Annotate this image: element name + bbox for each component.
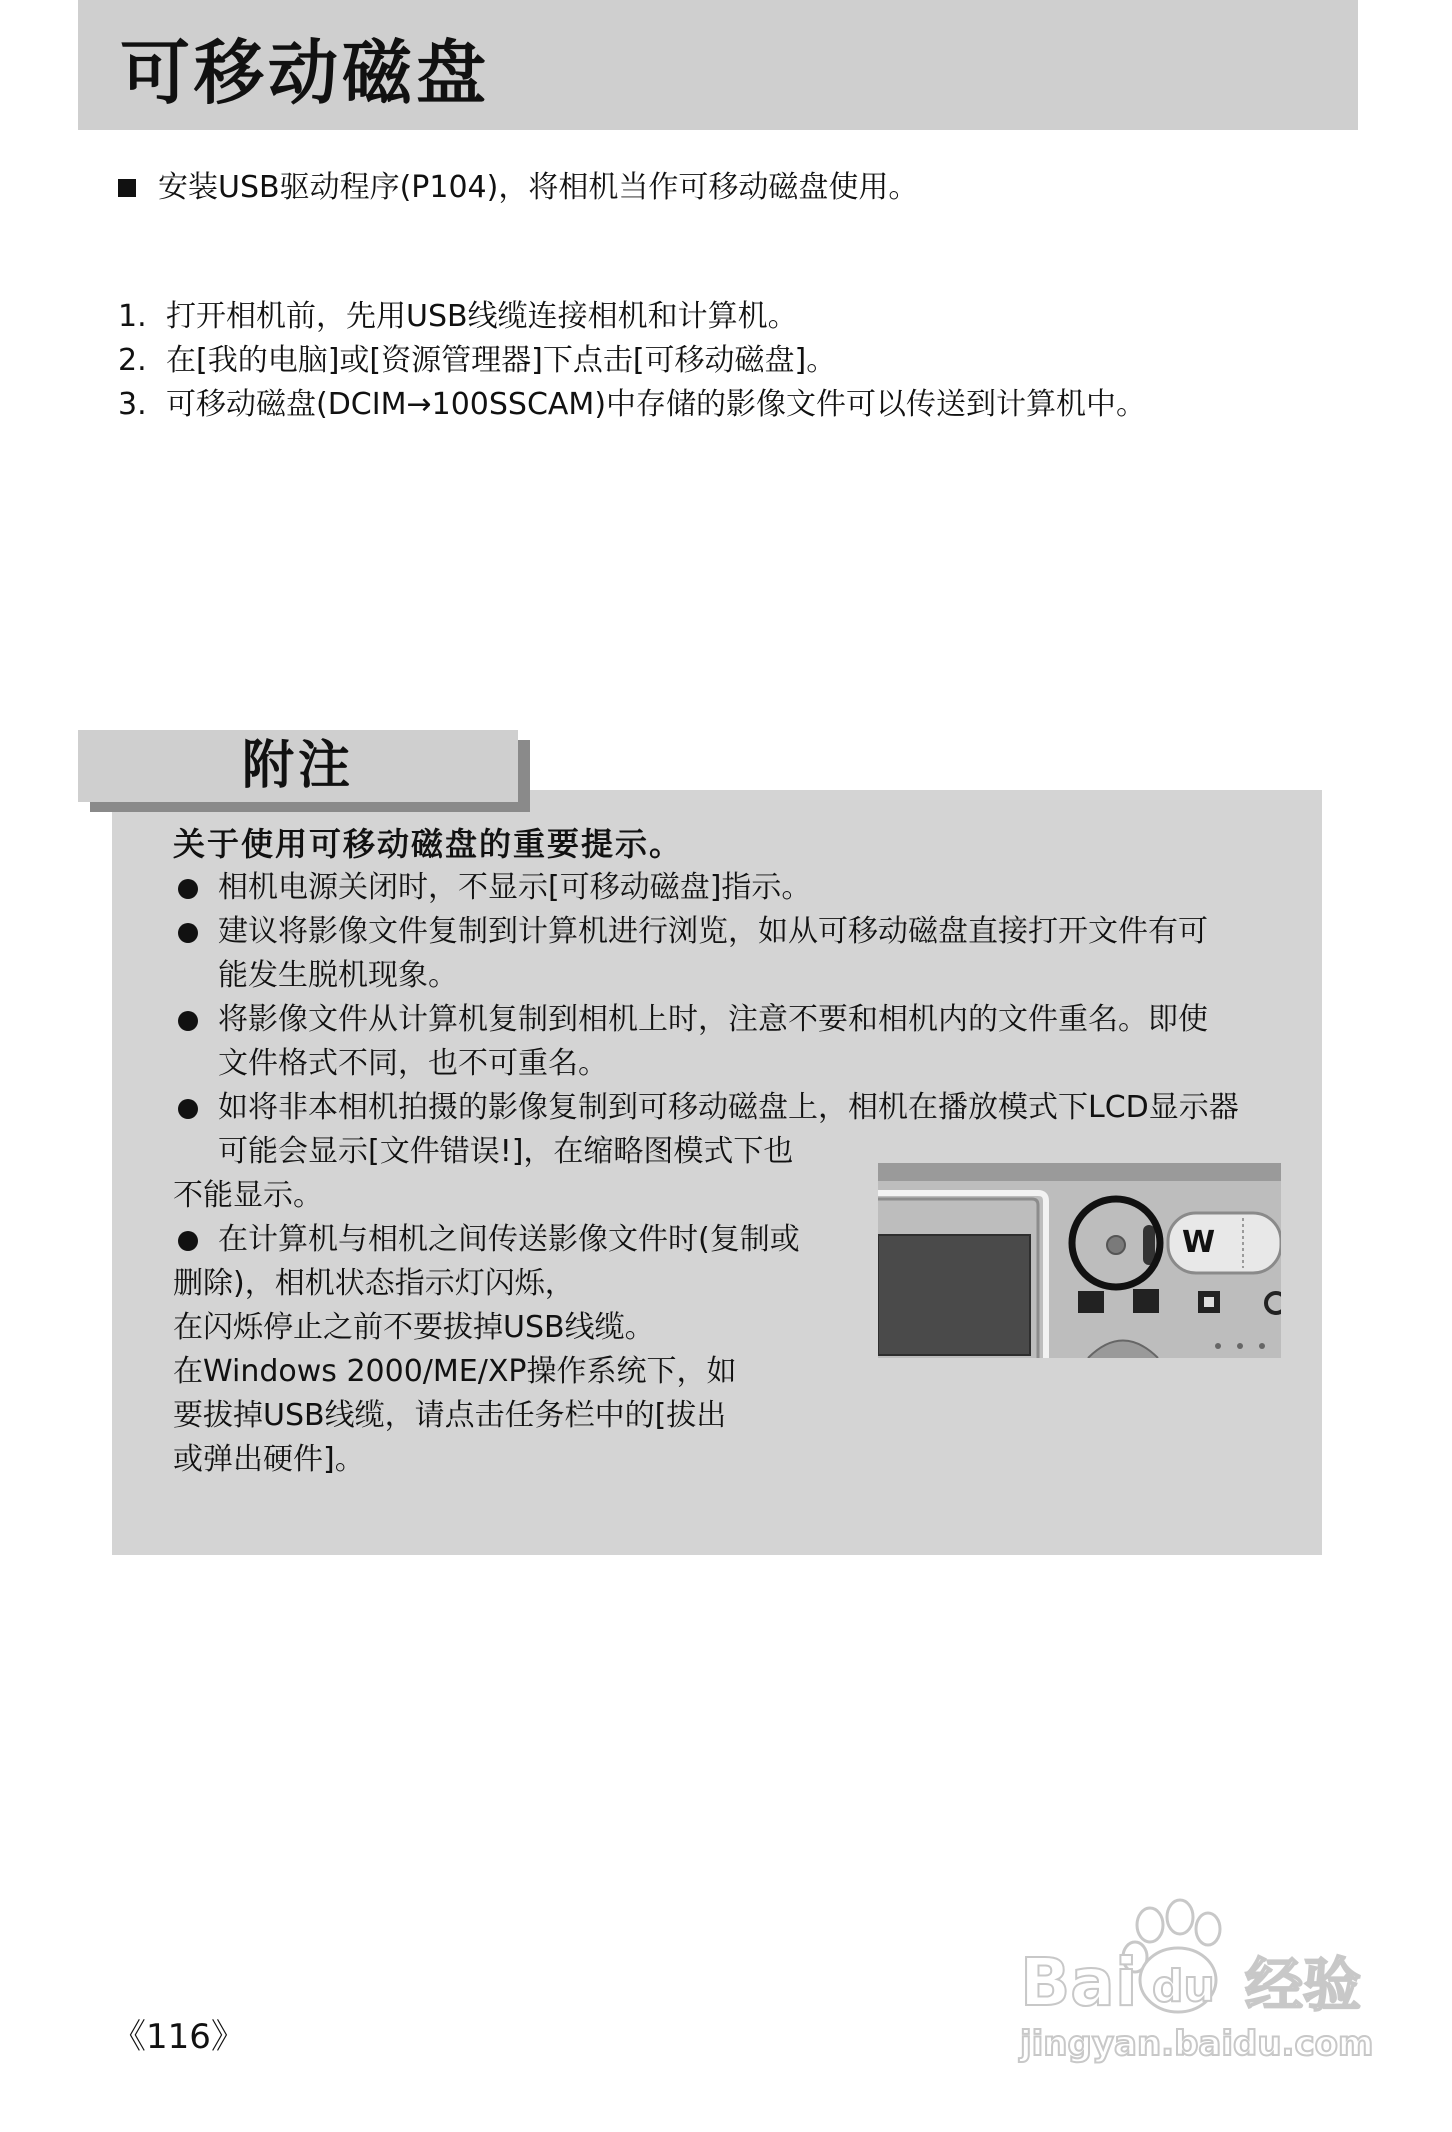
square-bullet-icon xyxy=(118,179,136,197)
bullet-dot-icon xyxy=(178,1099,198,1119)
note-text: 建议将影像文件复制到计算机进行浏览，如从可移动磁盘直接打开文件有可 xyxy=(218,914,1208,949)
note-line: 能发生脱机现象。 xyxy=(218,958,458,993)
watermark-brand-du: du xyxy=(1152,1961,1215,2012)
intro-text: 安装USB驱动程序(P104)，将相机当作可移动磁盘使用。 xyxy=(158,170,919,205)
note-line: 要拔掉USB线缆，请点击任务栏中的[拔出 xyxy=(173,1398,727,1433)
steps-list xyxy=(118,295,1146,427)
note-bullet-line xyxy=(178,910,1208,954)
watermark-url: jingyan.baidu.com xyxy=(1020,2024,1374,2064)
watermark-brand-bai: Bai xyxy=(1020,1944,1138,2021)
note-line: 删除)，相机状态指示灯闪烁， xyxy=(173,1266,575,1301)
note-text: 将影像文件从计算机复制到相机上时，注意不要和相机内的文件重名。即使 xyxy=(218,1002,1208,1037)
note-heading: 关于使用可移动磁盘的重要提示。 xyxy=(173,825,684,863)
baidu-jingyan-watermark xyxy=(1010,1895,1410,2065)
step-text: 打开相机前，先用USB线缆连接相机和计算机。 xyxy=(166,299,798,334)
step-text: 在[我的电脑]或[资源管理器]下点击[可移动磁盘]。 xyxy=(166,343,837,378)
note-line: 或弹出硬件]。 xyxy=(173,1442,365,1477)
note-text: 如将非本相机拍摄的影像复制到可移动磁盘上，相机在播放模式下LCD显示器 xyxy=(218,1090,1239,1125)
camera-zoom-w-label: W xyxy=(1182,1225,1216,1260)
step-number: 2. xyxy=(118,343,147,378)
bullet-dot-icon xyxy=(178,1011,198,1031)
note-bullet-line xyxy=(178,998,1208,1042)
step-text: 可移动磁盘(DCIM→100SSCAM)中存储的影像文件可以传送到计算机中。 xyxy=(166,387,1147,422)
step-item xyxy=(118,295,1146,339)
camera-status-lamp-figure xyxy=(878,1163,1281,1358)
note-bullet-line xyxy=(178,866,811,910)
bullet-dot-icon xyxy=(178,879,198,899)
note-line: 可能会显示[文件错误!]，在缩略图模式下也 xyxy=(218,1134,794,1169)
intro-line xyxy=(118,168,918,208)
note-text: 相机电源关闭时，不显示[可移动磁盘]指示。 xyxy=(218,870,812,905)
note-line: 在闪烁停止之前不要拔掉USB线缆。 xyxy=(173,1310,655,1345)
note-bullet-line xyxy=(178,1086,1239,1130)
page-title: 可移动磁盘 xyxy=(120,32,490,114)
note-tab xyxy=(78,730,518,802)
bullet-dot-icon xyxy=(178,923,198,943)
note-text: 在计算机与相机之间传送影像文件时(复制或 xyxy=(218,1222,800,1257)
note-tab-label: 附注 xyxy=(241,736,354,796)
note-line: 在Windows 2000/ME/XP操作系统下，如 xyxy=(173,1354,737,1389)
step-item xyxy=(118,339,1146,383)
watermark-brand-jingyan: 经验 xyxy=(1245,1951,1362,2019)
note-line: 不能显示。 xyxy=(173,1178,323,1213)
page-number: 《116》 xyxy=(112,2017,245,2057)
bullet-dot-icon xyxy=(178,1231,198,1251)
step-number: 3. xyxy=(118,387,147,422)
note-line: 文件格式不同，也不可重名。 xyxy=(218,1046,608,1081)
step-item xyxy=(118,383,1146,427)
step-number: 1. xyxy=(118,299,147,334)
note-bullet-line xyxy=(178,1218,800,1262)
